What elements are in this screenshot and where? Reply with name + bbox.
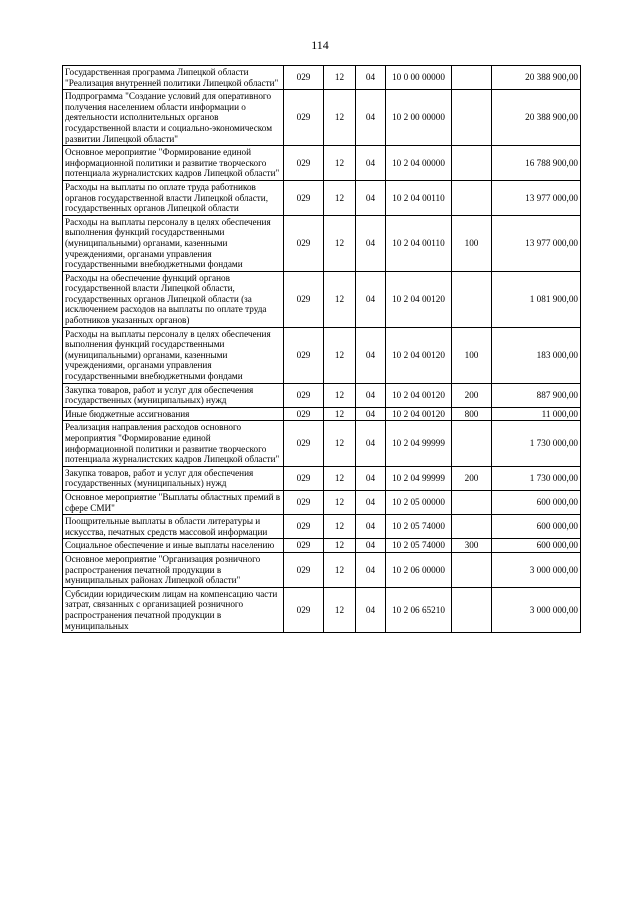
row-amount: 3 000 000,00 xyxy=(492,587,581,632)
row-expense-type-code xyxy=(452,490,492,514)
row-target-item-code: 10 2 04 00000 xyxy=(386,146,452,181)
row-ministry-code: 029 xyxy=(284,466,324,490)
row-amount: 11 000,00 xyxy=(492,407,581,421)
row-expense-type-code xyxy=(452,66,492,90)
row-expense-type-code xyxy=(452,515,492,539)
row-amount: 887 900,00 xyxy=(492,383,581,407)
row-amount: 20 388 900,00 xyxy=(492,90,581,146)
row-name-cell: Социальное обеспечение и иные выплаты населению xyxy=(63,539,284,553)
table-row xyxy=(63,407,581,421)
row-subsection-code: 04 xyxy=(356,271,386,327)
row-target-item-code: 10 2 04 99999 xyxy=(386,466,452,490)
row-ministry-code: 029 xyxy=(284,490,324,514)
row-target-item-code: 10 2 05 74000 xyxy=(386,539,452,553)
row-expense-type-code: 200 xyxy=(452,466,492,490)
table-row xyxy=(63,466,581,490)
row-amount: 13 977 000,00 xyxy=(492,180,581,215)
row-amount: 1 730 000,00 xyxy=(492,466,581,490)
table-row xyxy=(63,515,581,539)
row-amount: 3 000 000,00 xyxy=(492,552,581,587)
table-row xyxy=(63,587,581,632)
budget-table xyxy=(62,65,581,633)
row-section-code: 12 xyxy=(324,407,356,421)
row-section-code: 12 xyxy=(324,466,356,490)
row-ministry-code: 029 xyxy=(284,271,324,327)
row-subsection-code: 04 xyxy=(356,66,386,90)
row-target-item-code: 10 2 04 00110 xyxy=(386,215,452,271)
table-row xyxy=(63,271,581,327)
row-section-code: 12 xyxy=(324,383,356,407)
row-subsection-code: 04 xyxy=(356,146,386,181)
row-name-cell: Основное мероприятие "Организация розничного распространения печатной продукции в муниципальных районах Липецкой области" xyxy=(63,552,284,587)
row-expense-type-code xyxy=(452,271,492,327)
row-target-item-code: 10 2 06 00000 xyxy=(386,552,452,587)
row-section-code: 12 xyxy=(324,180,356,215)
row-name-cell: Расходы на выплаты персоналу в целях обеспечения выполнения функций государственными (муниципальными) органами, казенными учреждениями, органами управления государственными внебюджетными фондами xyxy=(63,327,284,383)
row-target-item-code: 10 2 04 99999 xyxy=(386,421,452,466)
row-expense-type-code: 800 xyxy=(452,407,492,421)
row-ministry-code: 029 xyxy=(284,587,324,632)
row-name-cell: Расходы на обеспечение функций органов государственной власти Липецкой области, государственных органов Липецкой области (за исключением расходов на выплаты по оплате труда работников указанных органов) xyxy=(63,271,284,327)
row-section-code: 12 xyxy=(324,327,356,383)
row-section-code: 12 xyxy=(324,421,356,466)
table-row xyxy=(63,421,581,466)
row-name-cell: Расходы на выплаты персоналу в целях обеспечения выполнения функций государственными (муниципальными) органами, казенными учреждениями, органами управления государственными внебюджетными фондами xyxy=(63,215,284,271)
row-section-code: 12 xyxy=(324,515,356,539)
row-name-cell: Государственная программа Липецкой области "Реализация внутренней политики Липецкой области" xyxy=(63,66,284,90)
table-body xyxy=(63,66,581,633)
row-subsection-code: 04 xyxy=(356,552,386,587)
row-name-cell: Основное мероприятие "Выплаты областных премий в сфере СМИ" xyxy=(63,490,284,514)
row-subsection-code: 04 xyxy=(356,515,386,539)
row-name-cell: Реализация направления расходов основного мероприятия "Формирование единой информационной политики и развитие творческого потенциала журналистских кадров Липецкой области" xyxy=(63,421,284,466)
row-expense-type-code: 100 xyxy=(452,215,492,271)
row-ministry-code: 029 xyxy=(284,327,324,383)
row-subsection-code: 04 xyxy=(356,383,386,407)
row-name-cell: Закупка товаров, работ и услуг для обеспечения государственных (муниципальных) нужд xyxy=(63,466,284,490)
row-amount: 183 000,00 xyxy=(492,327,581,383)
row-section-code: 12 xyxy=(324,587,356,632)
row-target-item-code: 10 2 04 00120 xyxy=(386,327,452,383)
row-subsection-code: 04 xyxy=(356,180,386,215)
table-row xyxy=(63,146,581,181)
row-target-item-code: 10 0 00 00000 xyxy=(386,66,452,90)
row-target-item-code: 10 2 04 00120 xyxy=(386,271,452,327)
row-ministry-code: 029 xyxy=(284,515,324,539)
row-section-code: 12 xyxy=(324,146,356,181)
row-amount: 1 081 900,00 xyxy=(492,271,581,327)
row-amount: 600 000,00 xyxy=(492,515,581,539)
row-target-item-code: 10 2 05 74000 xyxy=(386,515,452,539)
table-row xyxy=(63,66,581,90)
row-name-cell: Расходы на выплаты по оплате труда работников органов государственной власти Липецкой области, государственных органов Липецкой области xyxy=(63,180,284,215)
row-subsection-code: 04 xyxy=(356,407,386,421)
row-ministry-code: 029 xyxy=(284,180,324,215)
row-subsection-code: 04 xyxy=(356,539,386,553)
row-expense-type-code: 300 xyxy=(452,539,492,553)
table-row xyxy=(63,327,581,383)
row-name-cell: Закупка товаров, работ и услуг для обеспечения государственных (муниципальных) нужд xyxy=(63,383,284,407)
row-ministry-code: 029 xyxy=(284,383,324,407)
row-ministry-code: 029 xyxy=(284,90,324,146)
row-target-item-code: 10 2 04 00110 xyxy=(386,180,452,215)
row-ministry-code: 029 xyxy=(284,552,324,587)
row-section-code: 12 xyxy=(324,271,356,327)
row-subsection-code: 04 xyxy=(356,421,386,466)
row-name-cell: Подпрограмма "Создание условий для оперативного получения населением области информации о деятельности исполнительных органов государственной власти и социально-экономическом развитии Липецкой области" xyxy=(63,90,284,146)
row-expense-type-code: 200 xyxy=(452,383,492,407)
table-row xyxy=(63,490,581,514)
row-amount: 20 388 900,00 xyxy=(492,66,581,90)
table-row xyxy=(63,180,581,215)
row-amount: 600 000,00 xyxy=(492,490,581,514)
row-target-item-code: 10 2 04 00120 xyxy=(386,383,452,407)
table-row xyxy=(63,383,581,407)
row-target-item-code: 10 2 06 65210 xyxy=(386,587,452,632)
row-expense-type-code xyxy=(452,552,492,587)
row-section-code: 12 xyxy=(324,490,356,514)
row-expense-type-code xyxy=(452,90,492,146)
row-ministry-code: 029 xyxy=(284,421,324,466)
row-expense-type-code xyxy=(452,180,492,215)
row-section-code: 12 xyxy=(324,539,356,553)
row-subsection-code: 04 xyxy=(356,466,386,490)
table-row xyxy=(63,90,581,146)
row-target-item-code: 10 2 05 00000 xyxy=(386,490,452,514)
row-target-item-code: 10 2 04 00120 xyxy=(386,407,452,421)
row-subsection-code: 04 xyxy=(356,215,386,271)
row-amount: 13 977 000,00 xyxy=(492,215,581,271)
row-amount: 600 000,00 xyxy=(492,539,581,553)
row-ministry-code: 029 xyxy=(284,146,324,181)
row-name-cell: Поощрительные выплаты в области литературы и искусства, печатных средств массовой информации xyxy=(63,515,284,539)
row-subsection-code: 04 xyxy=(356,90,386,146)
row-section-code: 12 xyxy=(324,215,356,271)
table-row xyxy=(63,552,581,587)
row-expense-type-code xyxy=(452,146,492,181)
row-expense-type-code: 100 xyxy=(452,327,492,383)
page-number: 114 xyxy=(311,38,329,52)
row-name-cell: Основное мероприятие "Формирование единой информационной политики и развитие творческого потенциала журналистских кадров Липецкой области" xyxy=(63,146,284,181)
row-ministry-code: 029 xyxy=(284,66,324,90)
row-section-code: 12 xyxy=(324,90,356,146)
row-amount: 1 730 000,00 xyxy=(492,421,581,466)
row-name-cell: Субсидии юридическим лицам на компенсацию части затрат, связанных с организацией розничного распространения печатной продукции в муниципальных xyxy=(63,587,284,632)
row-section-code: 12 xyxy=(324,66,356,90)
row-expense-type-code xyxy=(452,587,492,632)
row-ministry-code: 029 xyxy=(284,215,324,271)
row-name-cell: Иные бюджетные ассигнования xyxy=(63,407,284,421)
table-row xyxy=(63,539,581,553)
row-target-item-code: 10 2 00 00000 xyxy=(386,90,452,146)
row-subsection-code: 04 xyxy=(356,490,386,514)
row-subsection-code: 04 xyxy=(356,587,386,632)
row-ministry-code: 029 xyxy=(284,407,324,421)
row-amount: 16 788 900,00 xyxy=(492,146,581,181)
table-row xyxy=(63,215,581,271)
row-ministry-code: 029 xyxy=(284,539,324,553)
row-subsection-code: 04 xyxy=(356,327,386,383)
row-section-code: 12 xyxy=(324,552,356,587)
row-expense-type-code xyxy=(452,421,492,466)
